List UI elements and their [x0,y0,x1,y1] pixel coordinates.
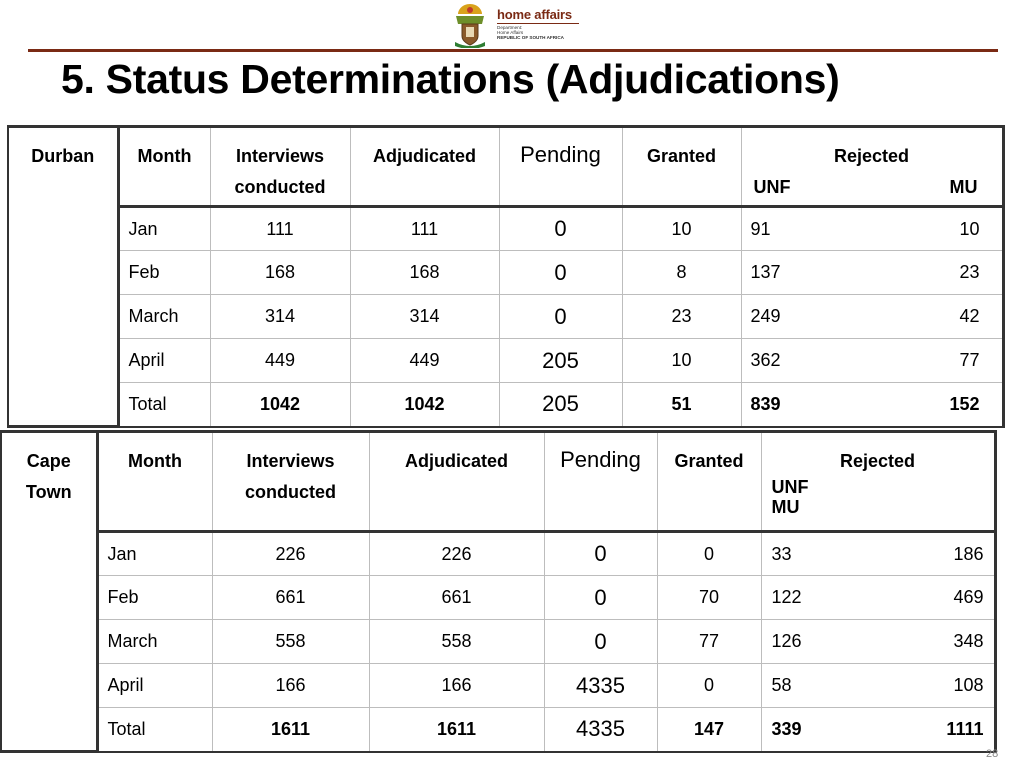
cell-unf: 91 [750,218,771,239]
col-header-pending: Pending [544,432,657,532]
total-row [8,383,1003,427]
cell-unf: 249 [750,306,781,326]
table-row [8,207,1003,251]
cell-unf: 137 [750,262,781,282]
mu-label: MU [949,177,978,197]
cell-adjudicated: 1611 [369,708,544,752]
cell-pending: 0 [499,295,622,339]
mu-label: MU [771,497,800,517]
col-header-interviews-line1: Interviews [246,451,335,471]
table-row [1,664,995,708]
cell-month: Feb [97,576,212,620]
col-header-month: Month [97,432,212,532]
cell-rejected [761,664,995,708]
cell-unf: 839 [750,393,781,414]
cell-adjudicated: 314 [350,295,499,339]
coat-of-arms-icon [452,2,488,48]
cell-interviews: 661 [212,576,369,620]
cell-mu: 42 [959,306,980,326]
logo-line: Department: [497,25,523,30]
cell-granted: 10 [622,339,741,383]
cell-month: April [118,339,210,383]
col-header-rejected [761,432,995,532]
cell-rejected [741,251,1003,295]
cell-adjudicated: 168 [350,251,499,295]
rejected-sub-labels [742,172,1002,203]
cell-granted: 0 [657,664,761,708]
city-label [1,432,97,752]
cell-month: Total [97,708,212,752]
rejected-label: Rejected [839,451,916,471]
cell-adjudicated: 111 [350,207,499,251]
col-header-granted: Granted [657,432,761,532]
col-header-interviews [210,127,350,207]
col-header-interviews-line1: Interviews [235,146,325,166]
cell-mu: 10 [959,218,980,239]
cell-mu: 108 [953,675,984,695]
cell-interviews: 449 [210,339,350,383]
col-header-adjudicated: Adjudicated [369,432,544,532]
cell-mu: 23 [959,262,980,282]
cell-pending: 205 [499,339,622,383]
cell-granted: 23 [622,295,741,339]
table-row [8,251,1003,295]
city-name-line2: Town [25,482,72,502]
cell-month: Feb [118,251,210,295]
table-row [1,576,995,620]
cell-interviews: 314 [210,295,350,339]
cell-rejected [741,207,1003,251]
cell-rejected [761,532,995,576]
cell-pending: 4335 [544,708,657,752]
cape-town-table [0,430,997,753]
cell-mu: 186 [953,543,984,564]
cell-granted: 77 [657,620,761,664]
cell-pending: 0 [544,532,657,576]
cell-adjudicated: 449 [350,339,499,383]
city-name-line1: Cape [26,451,71,471]
col-header-interviews [212,432,369,532]
cell-adjudicated: 1042 [350,383,499,427]
cell-rejected [761,576,995,620]
cell-pending: 0 [544,576,657,620]
cell-interviews: 1042 [210,383,350,427]
cell-mu: 1111 [946,718,984,739]
cell-unf: 58 [771,675,792,695]
cell-adjudicated: 226 [369,532,544,576]
cell-month: Total [118,383,210,427]
header-divider [28,49,998,52]
cell-month: Jan [118,207,210,251]
cell-pending: 4335 [544,664,657,708]
cell-mu: 348 [953,631,984,651]
slide-title: 5. Status Determinations (Adjudications) [61,56,840,102]
cell-granted: 8 [622,251,741,295]
cell-unf: 33 [771,543,792,564]
cell-rejected [741,339,1003,383]
cell-granted: 0 [657,532,761,576]
cell-pending: 0 [499,251,622,295]
cell-interviews: 166 [212,664,369,708]
col-header-month: Month [118,127,210,207]
unf-label: UNF [771,477,809,497]
cell-granted: 10 [622,207,741,251]
city-name: Durban [31,146,95,166]
cell-interviews: 226 [212,532,369,576]
durban-table [7,125,1005,428]
logo-title: home affairs [497,7,572,22]
city-label [8,127,118,427]
cell-month: March [97,620,212,664]
cell-month: March [118,295,210,339]
cell-rejected [741,383,1003,427]
cell-rejected [761,620,995,664]
cell-unf: 339 [771,718,802,739]
logo-line: REPUBLIC OF SOUTH AFRICA [497,35,564,40]
cell-interviews: 558 [212,620,369,664]
col-header-interviews-line2: conducted [234,177,326,197]
col-header-granted: Granted [622,127,741,207]
cell-rejected [761,708,995,752]
cell-mu: 152 [949,393,980,414]
table-row [8,339,1003,383]
cell-granted: 70 [657,576,761,620]
cell-month: April [97,664,212,708]
cell-interviews: 111 [210,207,350,251]
page-number: 28 [986,748,999,760]
cell-rejected [741,295,1003,339]
cell-mu: 77 [959,350,980,370]
cell-unf: 126 [771,631,802,651]
cell-interviews: 1611 [212,708,369,752]
rejected-label: Rejected [833,146,910,166]
cell-pending: 0 [499,207,622,251]
cell-unf: 362 [750,350,781,370]
logo-line: Home Affairs [497,30,524,35]
table-row [1,532,995,576]
unf-label: UNF [753,177,791,197]
col-header-pending: Pending [499,127,622,207]
cell-adjudicated: 661 [369,576,544,620]
table-row [1,620,995,664]
cell-month: Jan [97,532,212,576]
col-header-interviews-line2: conducted [244,482,336,502]
cell-mu: 469 [953,587,984,607]
cell-interviews: 168 [210,251,350,295]
home-affairs-logo [452,2,582,50]
cell-pending: 205 [499,383,622,427]
cell-pending: 0 [544,620,657,664]
table-row [8,295,1003,339]
total-row [1,708,995,752]
col-header-rejected [741,127,1003,207]
col-header-adjudicated: Adjudicated [350,127,499,207]
cell-adjudicated: 166 [369,664,544,708]
cell-granted: 51 [622,383,741,427]
cell-unf: 122 [771,587,802,607]
cell-adjudicated: 558 [369,620,544,664]
logo-rule [497,23,579,24]
cell-granted: 147 [657,708,761,752]
